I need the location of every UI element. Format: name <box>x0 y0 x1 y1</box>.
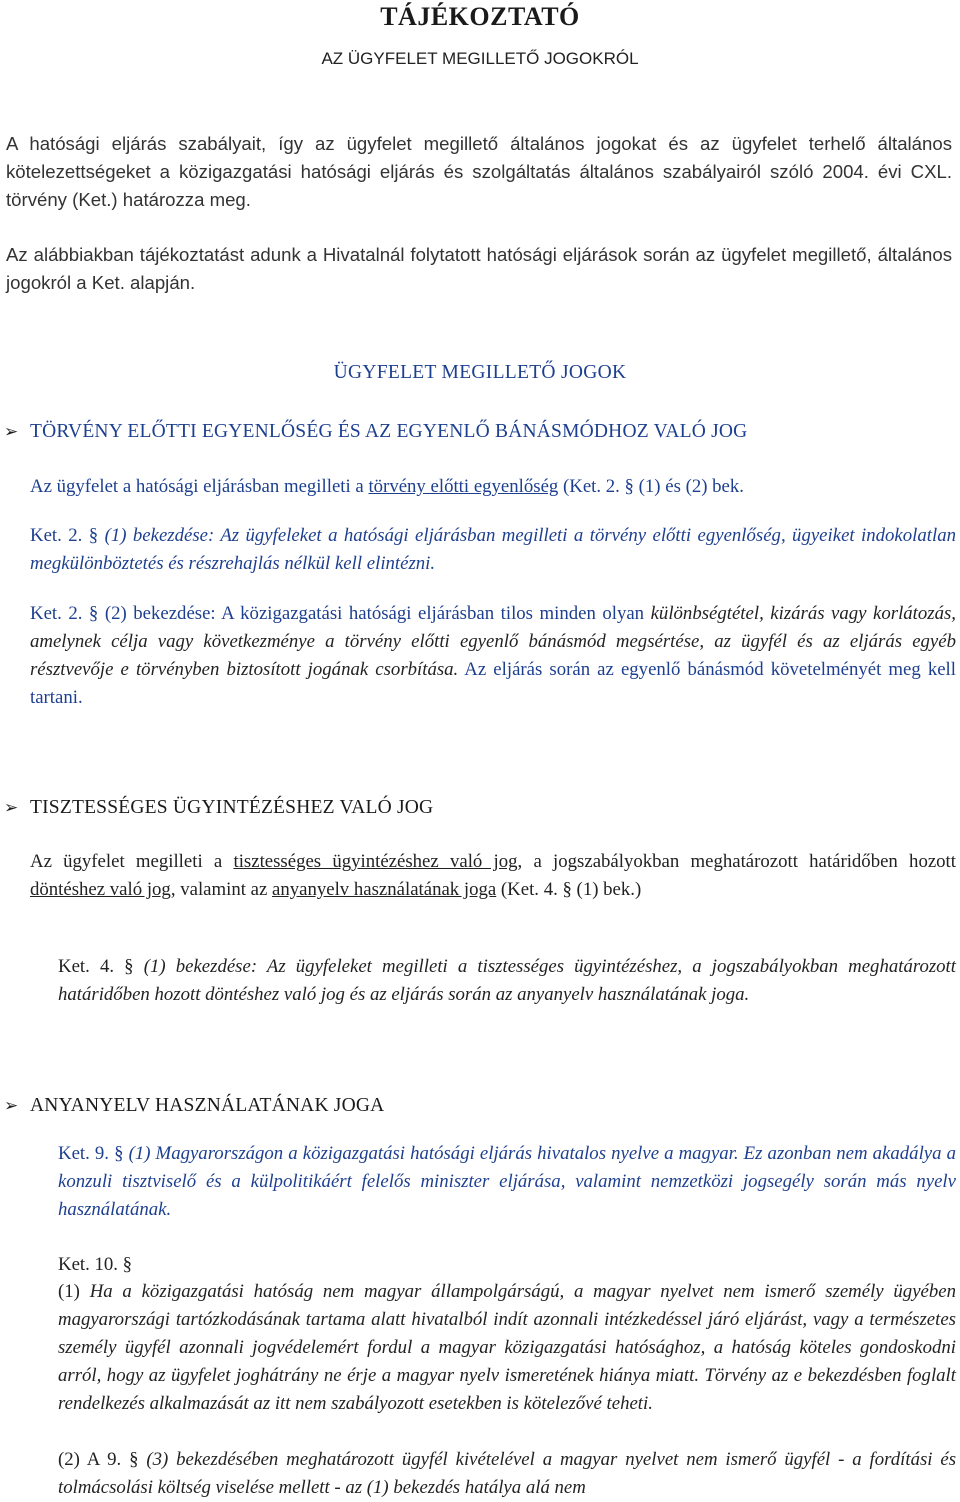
heading-native-language-text: ANYANYELV HASZNÁLATÁNAK JOGA <box>30 1095 385 1116</box>
arrow-bullet-icon: ➢ <box>4 422 19 442</box>
ket-2-1-paragraph: Ket. 2. § (1) bekezdése: Az ügyfeleket a hatósági eljárásban megilleti a törvény előtti egyenlőség, ügyeiket indokolatlan megkülönböztetés és részrehajlás nélkül kell elintézni. <box>30 525 956 574</box>
equality-link[interactable]: törvény előtti egyenlőség <box>368 476 559 497</box>
law-reference: Ket. 2. § <box>30 525 105 546</box>
law-reference: Ket. 2. § <box>30 603 105 624</box>
section-title: ÜGYFELET MEGILLETŐ JOGOK <box>333 362 627 383</box>
law-reference: Ket. 4. § <box>58 956 144 977</box>
heading-equality <box>4 421 944 443</box>
heading-equality-text: TÖRVÉNY ELŐTTI EGYENLŐSÉG ÉS AZ EGYENLŐ BÁNÁSMÓDHOZ VALÓ JOG <box>30 421 748 442</box>
arrow-bullet-icon: ➢ <box>4 798 19 818</box>
ket-10-1-paragraph: (1) Ha a közigazgatási hatóság nem magyar állampolgárságú, a magyar nyelvet nem ismerő személy ügyében magyarországi tartózkodásának tartama alatt hivatalból indít azonnali intézkedéssel járó eljárást, vagy a természetes személy ügyfél azonnali jogvédelemért fordul a magyar közigazgatási hatósághoz, a hatóság köteles gondoskodni arról, hogy az ügyfelet joghátrány ne érje a magyar nyelv ismeretének hiánya miatt. Törvény az e bekezdésben foglalt rendelkezés alkalmazását az itt nem szabályozott esetekben is kötelezővé teheti. <box>58 1281 956 1414</box>
decision-right-link[interactable]: döntéshez való jog <box>30 879 171 900</box>
fair-procedure-link[interactable]: tisztességes ügyintézéshez való jog <box>233 851 518 872</box>
document-subtitle: AZ ÜGYFELET MEGILLETŐ JOGOKRÓL <box>321 49 639 68</box>
fair-procedure-summary: Az ügyfelet megilleti a tisztességes ügyintézéshez való jog, a jogszabályokban meghatározott határidőben hozott döntéshez való jog, valamint az anyanyelv használatának joga (Ket. 4. § (1) bek.) <box>30 851 956 900</box>
ket-10-2-paragraph: (2) A 9. § (3) bekezdésében meghatározott ügyfél kivételével a magyar nyelvet nem ismerő ügyfél - a fordítási és tolmácsolási költség viselése mellett - az (1) bekezdés hatálya alá nem <box>58 1449 956 1498</box>
ket-10-reference: Ket. 10. § <box>58 1254 133 1275</box>
ket-2-2-paragraph: Ket. 2. § (2) bekezdése: A közigazgatási hatósági eljárásban tilos minden olyan különbségtétel, kizárás vagy korlátozás, amelynek célja vagy következménye a törvény előtti egyenlő bánásmód megsértése, az ügyfél és az eljárás egyéb résztvevője e törvényben biztosított jogának csorbítása. Az eljárás során az egyenlő bánásmód követelményét meg kell tartani. <box>30 603 956 708</box>
intro-paragraph-1: A hatósági eljárás szabályait, így az ügyfelet megillető általános jogokat és az ügyfelet terhelő általános kötelezettségeket a közigazgatási hatósági eljárás és szolgáltatás általános szabályairól szóló 2004. évi CXL. törvény (Ket.) határozza meg. <box>6 133 952 210</box>
language-right-link[interactable]: anyanyelv használatának joga <box>272 879 497 900</box>
heading-fair-procedure <box>4 797 944 819</box>
arrow-bullet-icon: ➢ <box>4 1096 19 1116</box>
document-title: TÁJÉKOZTATÓ <box>380 2 580 31</box>
intro-paragraph-2: Az alábbiakban tájékoztatást adunk a Hivatalnál folytatott hatósági eljárások során az ügyfelet megillető, általános jogokról a Ket. alapján. <box>6 244 952 293</box>
law-reference: Ket. 9. § <box>58 1143 129 1164</box>
heading-fair-procedure-text: TISZTESSÉGES ÜGYINTÉZÉSHEZ VALÓ JOG <box>30 797 434 818</box>
ket-9-1-paragraph: Ket. 9. § (1) Magyarországon a közigazgatási hatósági eljárás hivatalos nyelve a magyar. Ez azonban nem akadálya a konzuli tisztviselő és a külpolitikáért felelős miniszter eljárása, valamint nemzetközi jogsegély során más nyelv használatának. <box>58 1143 956 1220</box>
heading-native-language <box>4 1095 944 1117</box>
ket-4-1-paragraph: Ket. 4. § (1) bekezdése: Az ügyfeleket megilleti a tisztességes ügyintézéshez, a jogszabályokban meghatározott határidőben hozott döntéshez való jog és az eljárás során az anyanyelv használatának joga. <box>58 956 956 1005</box>
equality-summary: Az ügyfelet a hatósági eljárásban megilleti a törvény előtti egyenlőség (Ket. 2. § (1) és (2) bek. <box>30 476 744 497</box>
